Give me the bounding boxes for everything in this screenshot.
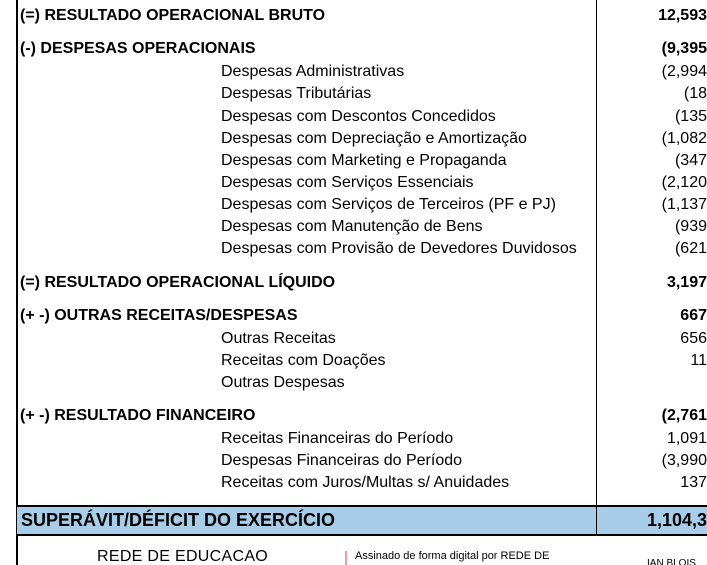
total-divider (596, 507, 597, 534)
row-label: Despesas com Descontos Concedidos (221, 108, 496, 125)
row-label: Despesas com Serviços de Terceiros (PF e PJ) (221, 196, 556, 213)
line-item-row (0, 216, 707, 238)
signature-footer (0, 534, 707, 565)
entity-name: REDE DE EDUCACAO (97, 548, 269, 565)
row-label: Despesas com Provisão de Devedores Duvidosos (221, 240, 577, 257)
digital-signature-text: Assinado de forma digital por REDE DE (355, 550, 550, 562)
row-value: (1,082 (661, 130, 707, 147)
line-item-row (0, 350, 707, 372)
row-label: Receitas com Juros/Multas s/ Anuidades (221, 474, 510, 491)
section-row (0, 5, 707, 27)
row-label: Despesas Tributárias (221, 85, 372, 102)
line-item-row (0, 450, 707, 472)
row-value: (2,761 (661, 407, 707, 424)
row-label: Despesas com Manutenção de Bens (221, 218, 483, 235)
row-label: (+ -) RESULTADO FINANCEIRO (20, 407, 256, 424)
row-value: (2,120 (661, 174, 707, 191)
row-label: Outras Receitas (221, 330, 336, 347)
line-item-row (0, 83, 707, 105)
row-value: (18 (683, 85, 707, 102)
row-label: Outras Despesas (221, 374, 345, 391)
row-value: (1,137 (661, 196, 707, 213)
row-label: Despesas Administrativas (221, 63, 405, 80)
line-item-row (0, 61, 707, 83)
line-item-row (0, 150, 707, 172)
row-value: (135 (674, 108, 707, 125)
line-item-row (0, 106, 707, 128)
row-label: Despesas com Depreciação e Amortização (221, 130, 527, 147)
row-label: (=) RESULTADO OPERACIONAL BRUTO (20, 7, 326, 24)
signature-mark (345, 551, 347, 565)
row-value: 667 (680, 307, 707, 324)
row-label: Despesas com Serviços Essenciais (221, 174, 474, 191)
total-value: 1,104,3 (646, 510, 707, 530)
row-value: 656 (680, 330, 707, 347)
row-value: 11 (690, 352, 707, 369)
section-row (0, 405, 707, 427)
total-label: SUPERÁVIT/DÉFICIT DO EXERCÍCIO (21, 510, 336, 530)
row-label: (+ -) OUTRAS RECEITAS/DESPESAS (20, 307, 298, 324)
line-item-row (0, 172, 707, 194)
row-value: (939 (674, 218, 707, 235)
section-row (0, 305, 707, 327)
row-value: 1,091 (666, 430, 707, 447)
row-label: Despesas com Marketing e Propaganda (221, 152, 507, 169)
row-value: 3,197 (666, 274, 707, 291)
line-item-row (0, 472, 707, 494)
row-value: 137 (680, 474, 707, 491)
row-label: Receitas com Doações (221, 352, 386, 369)
line-item-row (0, 194, 707, 216)
line-item-row (0, 428, 707, 450)
section-row (0, 272, 707, 294)
row-value: (2,994 (661, 63, 707, 80)
section-row (0, 38, 707, 60)
row-value: (9,395 (661, 40, 707, 57)
total-row (17, 505, 707, 536)
row-label: Despesas Financeiras do Período (221, 452, 463, 469)
line-item-row (0, 372, 707, 394)
signer-name: IAN BLOIS (647, 558, 696, 565)
line-item-row (0, 128, 707, 150)
row-value: (621 (674, 240, 707, 257)
line-item-row (0, 328, 707, 350)
line-item-row (0, 238, 707, 260)
row-value: 12,593 (658, 7, 707, 24)
row-value: (3,990 (661, 452, 707, 469)
row-label: Receitas Financeiras do Período (221, 430, 454, 447)
row-value: (347 (674, 152, 707, 169)
row-label: (-) DESPESAS OPERACIONAIS (20, 40, 256, 57)
row-label: (=) RESULTADO OPERACIONAL LÍQUIDO (20, 274, 336, 291)
